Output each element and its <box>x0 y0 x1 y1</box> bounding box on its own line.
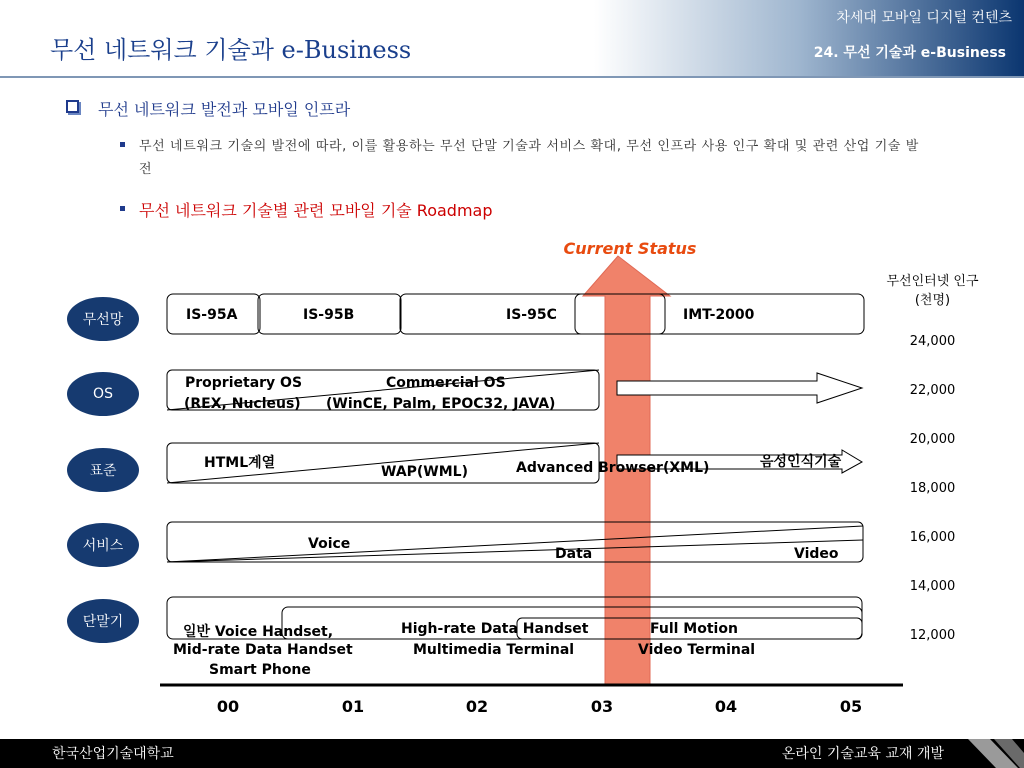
standard-browser-label: Advanced Browser(XML) <box>516 460 710 476</box>
service-divider-line-1 <box>167 526 863 562</box>
population-tick: 22,000 <box>909 383 956 398</box>
network-label-is95a: IS-95A <box>186 307 238 323</box>
chapter-title: 24. 무선 기술과 e-Business <box>813 45 1006 61</box>
year-label: 04 <box>714 697 738 716</box>
year-label: 00 <box>216 697 240 716</box>
section-description: 무선 네트워크 기술의 발전에 따라, 이를 활용하는 무선 단말 기술과 서비스 확대, 무선 인프라 사용 인구 확대 및 관련 산업 기술 발전 <box>139 139 919 177</box>
population-tick: 18,000 <box>909 481 956 496</box>
os-future-arrow <box>617 373 862 403</box>
service-video-label: Video <box>794 546 839 562</box>
device-col1-line3: Smart Phone <box>209 662 311 678</box>
service-divider-line-2 <box>167 540 863 562</box>
service-data-label: Data <box>555 546 593 562</box>
network-label-imt2000: IMT-2000 <box>683 307 755 323</box>
device-col3-line1: Full Motion <box>650 621 738 637</box>
population-tick: 16,000 <box>909 530 956 545</box>
device-col1-line1: 일반 Voice Handset, <box>183 624 334 640</box>
population-tick: 12,000 <box>909 628 956 643</box>
population-axis-title: 무선인터넷 인구 <box>886 274 979 289</box>
roadmap-title: 무선 네트워크 기술별 관련 모바일 기술 Roadmap <box>139 201 493 220</box>
standard-voice-recognition-label: 음성인식기술 <box>760 454 842 470</box>
device-col2-line1: High-rate Data Handset <box>401 621 589 637</box>
category-device: 단말기 <box>67 599 139 643</box>
standard-wap-label: WAP(WML) <box>381 464 469 480</box>
service-box <box>167 522 863 562</box>
os-commercial-label: Commercial OS <box>386 375 506 391</box>
network-label-is95c: IS-95C <box>506 307 557 323</box>
year-label: 05 <box>839 697 863 716</box>
population-axis-label <box>870 272 995 310</box>
category-standard: 표준 <box>67 448 139 492</box>
population-tick: 14,000 <box>909 579 956 594</box>
service-voice-label: Voice <box>308 536 351 552</box>
network-label-is95b: IS-95B <box>303 307 355 323</box>
device-col2-line2: Multimedia Terminal <box>413 642 575 658</box>
os-proprietary-label: Proprietary OS <box>185 375 303 391</box>
year-label: 03 <box>590 697 614 716</box>
year-label: 01 <box>341 697 365 716</box>
category-os: OS <box>67 372 139 416</box>
population-tick: 24,000 <box>909 334 956 349</box>
category-network: 무선망 <box>67 297 139 341</box>
course-title: 차세대 모바일 디지털 컨텐츠 <box>836 10 1012 26</box>
category-service: 서비스 <box>67 523 139 567</box>
footer-project: 온라인 기술교육 교재 개발 <box>781 746 944 762</box>
device-col3-line2: Video Terminal <box>638 642 756 658</box>
current-status-label: Current Status <box>563 239 697 258</box>
device-col1-line2: Mid-rate Data Handset <box>173 642 353 658</box>
year-label: 02 <box>465 697 489 716</box>
population-tick: 20,000 <box>909 432 956 447</box>
footer-institution: 한국산업기술대학교 <box>52 746 174 762</box>
standard-html-label: HTML계열 <box>204 455 276 471</box>
page-title: 무선 네트워크 기술과 e-Business <box>50 36 412 64</box>
section-title: 무선 네트워크 발전과 모바일 인프라 <box>98 100 351 119</box>
population-axis-unit: (천명) <box>914 293 951 308</box>
os-proprietary-detail: (REX, Nucleus) <box>184 396 301 412</box>
os-commercial-detail: (WinCE, Palm, EPOC32, JAVA) <box>326 396 556 412</box>
